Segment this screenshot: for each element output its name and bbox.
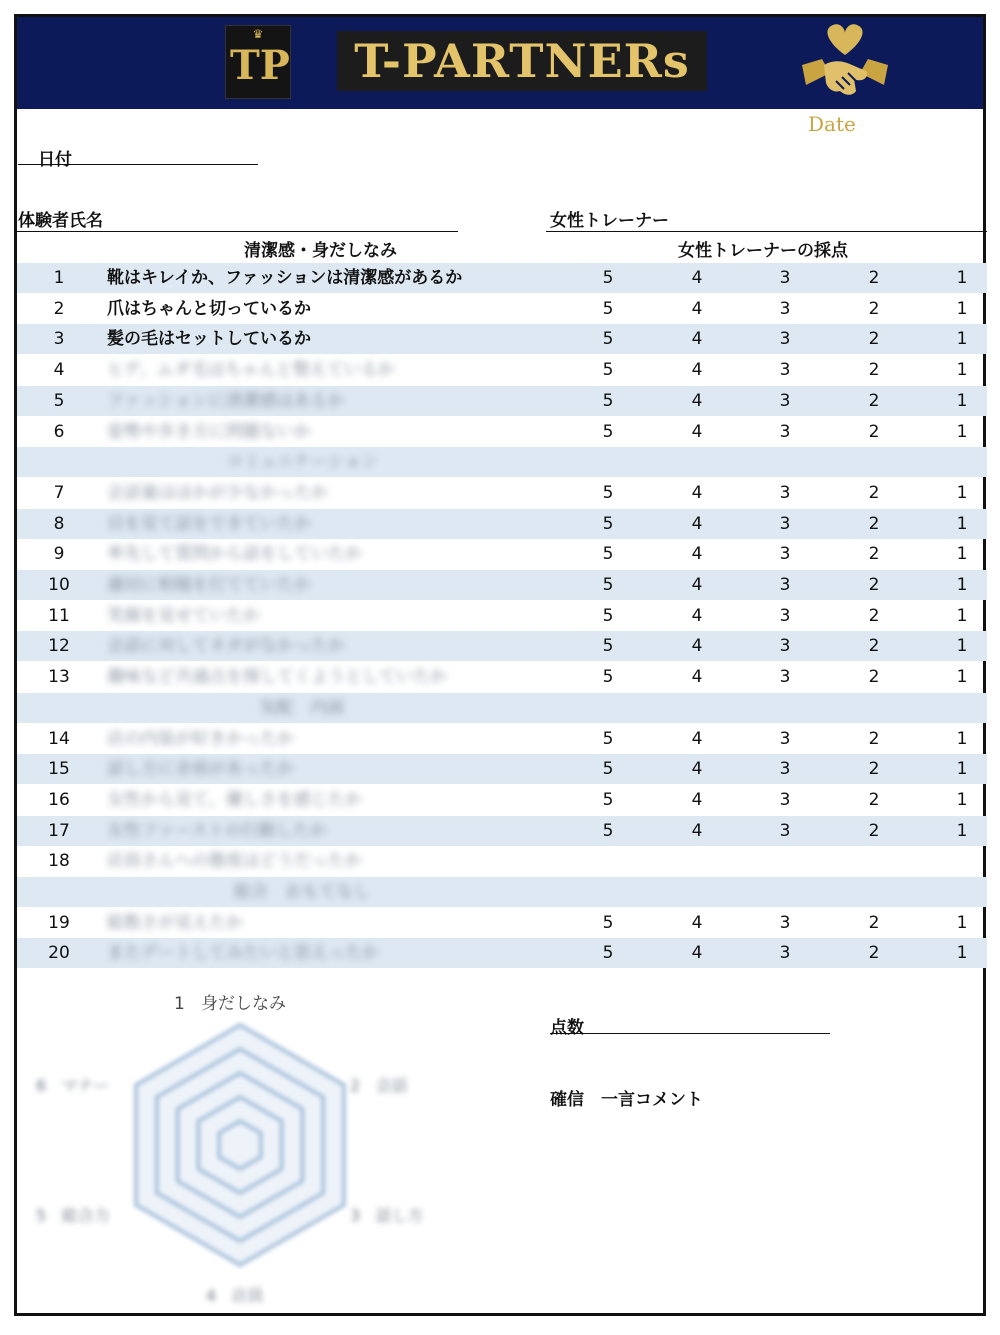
question-text: 率先して質問から話をしていたか — [107, 544, 362, 565]
table-row — [17, 908, 987, 938]
table-row — [17, 816, 987, 846]
question-text: ヒゲ、ムダ毛はちゃんと整えているか — [107, 360, 395, 381]
trainer-name-line[interactable] — [546, 231, 987, 232]
score-option-4[interactable]: 4 — [691, 360, 703, 381]
score-option-4[interactable]: 4 — [691, 789, 703, 810]
radar-label-text: 会話 — [375, 1076, 408, 1095]
table-row — [17, 386, 987, 416]
section-row — [17, 693, 987, 723]
score-option-3[interactable]: 3 — [779, 759, 791, 780]
question-text: 笑顔を見せていたか — [107, 605, 260, 626]
question-text: 会話量はほかが少なかったか — [107, 482, 328, 503]
question-text: 髪の毛はセットしているか — [107, 329, 311, 350]
score-option-5[interactable]: 5 — [602, 544, 614, 565]
score-option-5[interactable]: 5 — [602, 421, 614, 442]
score-option-3[interactable]: 3 — [779, 943, 791, 964]
row-number: 1 — [53, 268, 65, 288]
table-row — [17, 294, 987, 324]
score-option-3[interactable]: 3 — [779, 421, 791, 442]
row-number: 13 — [48, 667, 70, 688]
score-option-2[interactable]: 2 — [868, 605, 880, 626]
row-number: 17 — [48, 820, 70, 841]
score-option-3[interactable]: 3 — [779, 575, 791, 595]
brand-title-box — [337, 31, 707, 91]
radar-label-text: 総合力 — [61, 1206, 110, 1225]
score-option-5[interactable]: 5 — [602, 759, 614, 780]
table-row — [17, 478, 987, 508]
score-option-4[interactable]: 4 — [691, 759, 703, 780]
row-number: 6 — [53, 421, 65, 442]
score-option-3[interactable]: 3 — [779, 268, 791, 288]
radar-label-no: 6 — [36, 1076, 47, 1095]
score-option-2[interactable]: 2 — [868, 789, 880, 810]
score-option-2[interactable]: 2 — [868, 482, 880, 503]
score-option-5[interactable]: 5 — [602, 943, 614, 964]
radar-label-no: 4 — [206, 1286, 217, 1305]
row-number: 16 — [48, 789, 70, 810]
date-logo-text: Date — [808, 112, 856, 136]
score-option-2[interactable]: 2 — [868, 360, 880, 381]
score-option-4[interactable]: 4 — [691, 820, 703, 841]
table-row — [17, 263, 987, 293]
score-option-5[interactable]: 5 — [602, 667, 614, 688]
score-option-1[interactable]: 1 — [956, 360, 968, 381]
score-option-1[interactable]: 1 — [956, 268, 968, 288]
comment-label: 確信 一言コメント — [550, 1090, 703, 1110]
score-option-2[interactable]: 2 — [868, 820, 880, 841]
table-row — [17, 570, 987, 600]
score-option-3[interactable]: 3 — [779, 912, 791, 933]
radar-label-1 — [174, 989, 286, 1014]
row-number: 18 — [48, 851, 70, 872]
score-option-3[interactable]: 3 — [779, 390, 791, 411]
trainee-name-label: 体験者氏名 — [18, 211, 103, 231]
score-option-3[interactable]: 3 — [779, 298, 791, 319]
tp-logo — [225, 25, 291, 99]
score-option-3[interactable]: 3 — [779, 789, 791, 810]
brand-title: T-PARTNERs — [354, 34, 690, 88]
score-option-1[interactable]: 1 — [956, 943, 968, 964]
radar-label-text: マナー — [61, 1076, 110, 1095]
score-option-5[interactable]: 5 — [602, 605, 614, 626]
score-option-4[interactable]: 4 — [691, 268, 703, 288]
score-option-5[interactable]: 5 — [602, 636, 614, 657]
question-text: 趣味など共通点を探してくようとしていたか — [107, 667, 447, 688]
radar-label-no: 1 — [174, 994, 185, 1014]
score-option-1[interactable]: 1 — [956, 636, 968, 657]
score-option-3[interactable]: 3 — [779, 544, 791, 565]
table-row — [17, 324, 987, 354]
handshake-heart-icon — [800, 21, 890, 109]
table-row — [17, 754, 987, 784]
row-number: 11 — [48, 605, 70, 626]
score-option-5[interactable]: 5 — [602, 390, 614, 411]
row-number: 7 — [53, 482, 65, 503]
row-number: 14 — [48, 728, 70, 749]
question-text: 適切に相槌を打てていたか — [107, 575, 311, 595]
score-option-5[interactable]: 5 — [602, 298, 614, 319]
row-number: 3 — [53, 329, 65, 350]
score-option-2[interactable]: 2 — [868, 943, 880, 964]
radar-label-4 — [206, 1283, 263, 1306]
score-option-5[interactable]: 5 — [602, 575, 614, 595]
score-option-3[interactable]: 3 — [779, 605, 791, 626]
radar-label-5 — [36, 1203, 109, 1226]
score-option-1[interactable]: 1 — [956, 728, 968, 749]
score-option-1[interactable]: 1 — [956, 667, 968, 688]
radar-ring — [136, 1025, 344, 1265]
row-number: 19 — [48, 912, 70, 933]
score-option-2[interactable]: 2 — [868, 759, 880, 780]
score-option-2[interactable]: 2 — [868, 390, 880, 411]
score-option-4[interactable]: 4 — [691, 575, 703, 595]
logo-monogram: TP — [230, 42, 290, 89]
score-option-3[interactable]: 3 — [779, 482, 791, 503]
score-option-2[interactable]: 2 — [868, 544, 880, 565]
section-title: 気配 内面 — [259, 697, 345, 718]
score-option-1[interactable]: 1 — [956, 820, 968, 841]
score-option-4[interactable]: 4 — [691, 912, 703, 933]
section-row — [17, 877, 987, 907]
section-row — [17, 447, 987, 477]
question-text: 女性から見て、優しさを感じたか — [107, 789, 362, 810]
row-number: 5 — [53, 390, 65, 411]
table-row — [17, 846, 987, 876]
question-text: またデートしてみたいと思えったか — [107, 943, 379, 964]
score-option-4[interactable]: 4 — [691, 728, 703, 749]
score-option-2[interactable]: 2 — [868, 421, 880, 442]
table-row — [17, 355, 987, 385]
score-option-1[interactable]: 1 — [956, 575, 968, 595]
radar-label-3 — [350, 1203, 423, 1226]
question-text: ファッションに清潔感はあるか — [107, 390, 345, 411]
score-option-4[interactable]: 4 — [691, 943, 703, 964]
score-option-4[interactable]: 4 — [691, 482, 703, 503]
score-option-2[interactable]: 2 — [868, 667, 880, 688]
score-option-2[interactable]: 2 — [868, 575, 880, 595]
question-text: 会話に対してネガがなかったか — [107, 636, 345, 657]
question-text: 総数さが見えたか — [107, 912, 243, 933]
score-option-3[interactable]: 3 — [779, 360, 791, 381]
question-text: 姿勢や歩き方に問題ないか — [107, 421, 311, 442]
radar-label-text: 身だしなみ — [201, 994, 287, 1014]
radar-grid — [120, 1015, 360, 1275]
score-option-5[interactable]: 5 — [602, 912, 614, 933]
row-number: 10 — [48, 575, 70, 595]
score-option-5[interactable]: 5 — [602, 482, 614, 503]
score-option-4[interactable]: 4 — [691, 544, 703, 565]
radar-label-text: 話し方 — [375, 1206, 424, 1225]
trainer-label: 女性トレーナー — [550, 211, 669, 231]
score-option-4[interactable]: 4 — [691, 513, 703, 534]
question-text: 話し方に余裕があったか — [107, 759, 294, 780]
score-option-4[interactable]: 4 — [691, 667, 703, 688]
score-option-2[interactable]: 2 — [868, 268, 880, 288]
table-row — [17, 417, 987, 447]
radar-label-no: 2 — [350, 1076, 361, 1095]
score-option-3[interactable]: 3 — [779, 513, 791, 534]
question-text: 女性ファーストの行動したか — [107, 820, 327, 841]
score-option-5[interactable]: 5 — [602, 329, 614, 350]
question-text: 店員さんへの態度はどうだったか — [107, 851, 362, 872]
radar-label-no: 5 — [36, 1206, 47, 1225]
score-option-1[interactable]: 1 — [956, 329, 968, 350]
row-number: 15 — [48, 759, 70, 780]
score-option-4[interactable]: 4 — [691, 421, 703, 442]
score-option-5[interactable]: 5 — [602, 513, 614, 534]
score-option-3[interactable]: 3 — [779, 820, 791, 841]
score-option-5[interactable]: 5 — [602, 360, 614, 381]
score-option-2[interactable]: 2 — [868, 636, 880, 657]
score-option-1[interactable]: 1 — [956, 513, 968, 534]
radar-label-text: 店員 — [231, 1286, 264, 1305]
score-option-5[interactable]: 5 — [602, 268, 614, 288]
score-option-5[interactable]: 5 — [602, 820, 614, 841]
crown-icon: ♛ — [252, 27, 264, 41]
table-row — [17, 601, 987, 631]
table-row — [17, 509, 987, 539]
score-option-3[interactable]: 3 — [779, 329, 791, 350]
score-option-5[interactable]: 5 — [602, 789, 614, 810]
trainee-name-line[interactable] — [17, 231, 458, 232]
header-banner — [17, 17, 983, 109]
question-text: 爪はちゃんと切っているか — [107, 298, 311, 319]
score-option-1[interactable]: 1 — [956, 421, 968, 442]
score-option-2[interactable]: 2 — [868, 912, 880, 933]
score-option-4[interactable]: 4 — [691, 298, 703, 319]
score-option-4[interactable]: 4 — [691, 329, 703, 350]
question-text: 目を見て話をできていたか — [107, 513, 311, 534]
section-header-cleanliness: 清潔感・身だしなみ — [244, 241, 397, 261]
table-row — [17, 724, 987, 754]
points-field-line[interactable] — [550, 1033, 830, 1034]
score-option-1[interactable]: 1 — [956, 482, 968, 503]
score-option-3[interactable]: 3 — [779, 667, 791, 688]
score-option-3[interactable]: 3 — [779, 728, 791, 749]
score-option-1[interactable]: 1 — [956, 298, 968, 319]
section-title: 総合 おもてなし — [234, 882, 370, 902]
score-option-4[interactable]: 4 — [691, 390, 703, 411]
table-row — [17, 785, 987, 815]
score-option-2[interactable]: 2 — [868, 728, 880, 749]
score-option-1[interactable]: 1 — [956, 912, 968, 933]
score-option-2[interactable]: 2 — [868, 298, 880, 319]
score-header: 女性トレーナーの採点 — [678, 241, 848, 261]
table-row — [17, 662, 987, 692]
row-number: 4 — [53, 360, 65, 381]
score-option-1[interactable]: 1 — [956, 789, 968, 810]
score-option-2[interactable]: 2 — [868, 329, 880, 350]
radar-label-no: 3 — [350, 1206, 361, 1225]
score-option-1[interactable]: 1 — [956, 390, 968, 411]
question-text: 店の内装が好きかったか — [107, 728, 294, 749]
date-label: 日付 — [38, 150, 72, 170]
row-number: 20 — [48, 943, 70, 964]
row-number: 9 — [53, 544, 65, 565]
date-field-line[interactable] — [18, 164, 258, 165]
score-option-4[interactable]: 4 — [691, 636, 703, 657]
score-option-1[interactable]: 1 — [956, 759, 968, 780]
row-number: 12 — [48, 636, 70, 657]
section-title: コミュニケーション — [226, 452, 378, 473]
score-option-1[interactable]: 1 — [956, 605, 968, 626]
table-row — [17, 938, 987, 968]
question-text: 靴はキレイか、ファッションは清潔感があるか — [107, 268, 463, 288]
points-label: 点数 — [550, 1018, 584, 1038]
row-number: 8 — [53, 513, 65, 534]
score-option-1[interactable]: 1 — [956, 544, 968, 565]
table-row — [17, 539, 987, 569]
score-option-3[interactable]: 3 — [779, 636, 791, 657]
row-number: 2 — [53, 298, 65, 319]
radar-chart — [20, 985, 480, 1305]
score-option-4[interactable]: 4 — [691, 605, 703, 626]
score-option-5[interactable]: 5 — [602, 728, 614, 749]
radar-label-6 — [36, 1073, 109, 1096]
table-row — [17, 631, 987, 661]
score-option-2[interactable]: 2 — [868, 513, 880, 534]
